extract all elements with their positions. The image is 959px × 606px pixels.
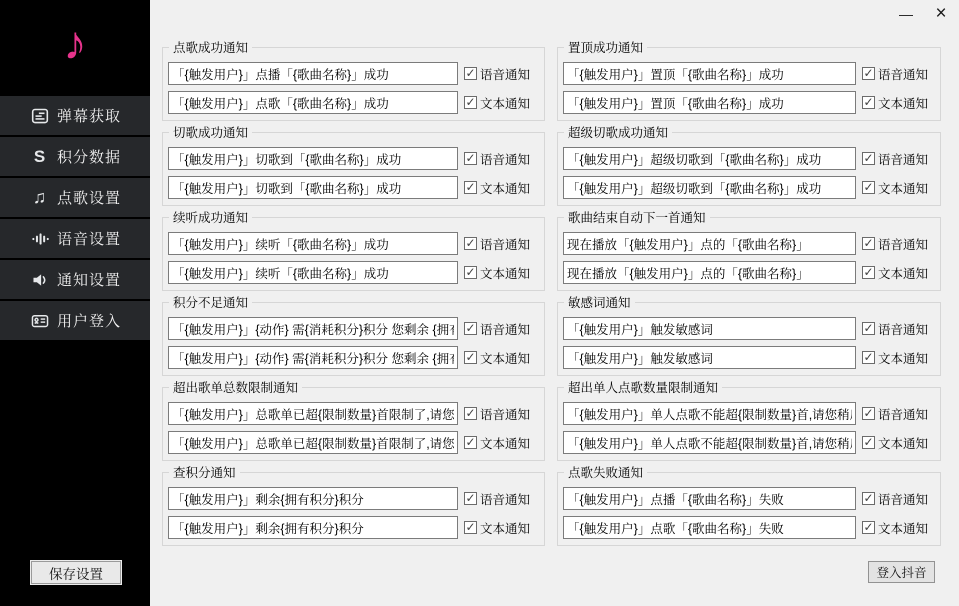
voice-template-input[interactable] — [563, 317, 856, 340]
voice-checkbox-label: 语音通知 — [480, 492, 531, 507]
voice-checkbox-label: 语音通知 — [480, 407, 531, 422]
speaker-icon — [30, 270, 49, 289]
voice-checkbox-label: 语音通知 — [878, 492, 929, 507]
text-template-input[interactable] — [168, 176, 458, 199]
voice-template-input[interactable] — [563, 402, 856, 425]
text-template-input[interactable] — [168, 516, 458, 539]
sidebar-item-label: 用户登入 — [57, 313, 122, 330]
voice-checkbox-label: 语音通知 — [480, 237, 531, 252]
text-template-input[interactable] — [168, 261, 458, 284]
voice-row — [168, 317, 544, 340]
notify-group — [557, 381, 941, 461]
group-title: 续听成功通知 — [169, 211, 252, 225]
voice-template-input[interactable] — [168, 147, 458, 170]
minimize-button[interactable]: — — [899, 6, 913, 22]
text-template-input[interactable] — [563, 516, 856, 539]
voice-checkbox-label: 语音通知 — [878, 237, 929, 252]
voice-row — [168, 402, 544, 425]
checkmark-icon: ✓ — [863, 235, 874, 250]
checkmark-icon: ✓ — [863, 150, 874, 165]
voice-checkbox[interactable] — [862, 152, 875, 165]
checkmark-icon: ✓ — [465, 320, 476, 335]
group-title: 点歌成功通知 — [169, 41, 252, 55]
voice-checkbox[interactable] — [464, 407, 477, 420]
group-title: 点歌失败通知 — [564, 466, 647, 480]
text-checkbox-label: 文本通知 — [480, 181, 531, 196]
notify-group — [162, 126, 545, 206]
voice-template-input[interactable] — [563, 487, 856, 510]
voice-template-input[interactable] — [168, 232, 458, 255]
notify-column-right — [557, 0, 941, 557]
text-checkbox-label: 文本通知 — [480, 266, 531, 281]
text-checkbox[interactable] — [464, 521, 477, 534]
notify-group — [162, 41, 545, 121]
sidebar-item-points-data[interactable] — [0, 137, 150, 176]
checkmark-icon: ✓ — [863, 94, 874, 109]
checkmark-icon: ✓ — [863, 65, 874, 80]
voice-checkbox[interactable] — [862, 492, 875, 505]
voice-row — [168, 232, 544, 255]
checkmark-icon: ✓ — [863, 490, 874, 505]
text-checkbox-label: 文本通知 — [878, 266, 929, 281]
notify-group — [557, 211, 941, 291]
text-row — [563, 431, 940, 454]
sidebar-menu — [0, 96, 150, 342]
voice-checkbox[interactable] — [464, 237, 477, 250]
sidebar-item-label: 积分数据 — [57, 149, 122, 166]
voice-row — [563, 232, 940, 255]
checkmark-icon: ✓ — [465, 235, 476, 250]
voice-checkbox-label: 语音通知 — [878, 152, 929, 167]
sidebar-item-label: 通知设置 — [57, 272, 122, 289]
voice-checkbox-label: 语音通知 — [878, 407, 929, 422]
text-checkbox-label: 文本通知 — [480, 351, 531, 366]
text-row — [563, 346, 940, 369]
text-checkbox[interactable] — [862, 521, 875, 534]
voice-checkbox[interactable] — [862, 322, 875, 335]
sidebar-item-song-request[interactable] — [0, 178, 150, 217]
voice-template-input[interactable] — [563, 147, 856, 170]
checkmark-icon: ✓ — [465, 434, 476, 449]
group-title: 切歌成功通知 — [169, 126, 252, 140]
checkmark-icon: ✓ — [863, 519, 874, 534]
group-title: 查积分通知 — [169, 466, 240, 480]
text-checkbox[interactable] — [464, 351, 477, 364]
text-template-input[interactable] — [563, 431, 856, 454]
voice-checkbox[interactable] — [862, 237, 875, 250]
sidebar-item-danmaku[interactable] — [0, 96, 150, 135]
danmaku-icon — [30, 106, 49, 125]
checkmark-icon: ✓ — [863, 320, 874, 335]
voice-row — [563, 487, 940, 510]
text-row — [168, 176, 544, 199]
text-template-input[interactable] — [563, 261, 856, 284]
checkmark-icon: ✓ — [863, 349, 874, 364]
checkmark-icon: ✓ — [465, 179, 476, 194]
checkmark-icon: ✓ — [863, 264, 874, 279]
voice-checkbox-label: 语音通知 — [878, 67, 929, 82]
checkmark-icon: ✓ — [465, 490, 476, 505]
text-checkbox-label: 文本通知 — [480, 96, 531, 111]
voice-template-input[interactable] — [168, 402, 458, 425]
save-settings-button[interactable]: 保存设置 — [31, 561, 121, 584]
sidebar-item-label: 语音设置 — [57, 231, 122, 248]
voice-template-input[interactable] — [168, 487, 458, 510]
text-template-input[interactable] — [563, 176, 856, 199]
voice-checkbox-label: 语音通知 — [480, 322, 531, 337]
checkmark-icon: ✓ — [863, 179, 874, 194]
notify-group — [162, 296, 545, 376]
voice-checkbox[interactable] — [464, 67, 477, 80]
text-row — [168, 346, 544, 369]
text-checkbox-label: 文本通知 — [878, 436, 929, 451]
sidebar-item-notification-settings[interactable] — [0, 260, 150, 299]
voice-checkbox[interactable] — [862, 67, 875, 80]
text-template-input[interactable] — [563, 346, 856, 369]
text-checkbox[interactable] — [862, 351, 875, 364]
id-card-icon — [30, 311, 49, 330]
voice-row — [563, 317, 940, 340]
text-checkbox[interactable] — [862, 436, 875, 449]
text-checkbox[interactable] — [464, 181, 477, 194]
notify-group — [557, 126, 941, 206]
song-request-icon: ♫ — [32, 187, 47, 207]
voice-checkbox-label: 语音通知 — [878, 322, 929, 337]
points-data-icon: S — [33, 147, 46, 166]
voice-template-input[interactable] — [563, 232, 856, 255]
group-title: 超出歌单总数限制通知 — [169, 381, 302, 395]
checkmark-icon: ✓ — [465, 349, 476, 364]
checkmark-icon: ✓ — [863, 405, 874, 420]
notify-group — [162, 211, 545, 291]
checkmark-icon: ✓ — [465, 519, 476, 534]
app-logo-music-note-icon: ♪ — [63, 16, 87, 69]
text-checkbox[interactable] — [862, 266, 875, 279]
checkmark-icon: ✓ — [465, 65, 476, 80]
notify-group — [557, 296, 941, 376]
text-checkbox[interactable] — [862, 181, 875, 194]
group-title: 积分不足通知 — [169, 296, 252, 310]
group-title: 超出单人点歌数量限制通知 — [564, 381, 722, 395]
text-checkbox-label: 文本通知 — [878, 181, 929, 196]
notify-column-left — [162, 0, 545, 557]
voice-row — [563, 147, 940, 170]
text-template-input[interactable] — [168, 346, 458, 369]
notify-group — [557, 41, 941, 121]
text-checkbox[interactable] — [862, 96, 875, 109]
voice-row — [168, 147, 544, 170]
checkmark-icon: ✓ — [465, 94, 476, 109]
checkmark-icon: ✓ — [465, 264, 476, 279]
text-checkbox[interactable] — [464, 96, 477, 109]
sidebar-item-label: 点歌设置 — [57, 190, 122, 207]
text-template-input[interactable] — [168, 91, 458, 114]
group-title: 超级切歌成功通知 — [564, 126, 672, 140]
sidebar-item-voice-settings[interactable] — [0, 219, 150, 258]
checkmark-icon: ✓ — [465, 405, 476, 420]
notify-group — [162, 381, 545, 461]
text-row — [563, 176, 940, 199]
voice-template-input[interactable] — [168, 317, 458, 340]
voice-row — [563, 402, 940, 425]
voice-checkbox[interactable] — [464, 492, 477, 505]
login-douyin-button[interactable]: 登入抖音 — [868, 561, 935, 583]
voice-row — [168, 487, 544, 510]
text-row — [168, 516, 544, 539]
sidebar-item-label: 弹幕获取 — [57, 108, 122, 125]
text-template-input[interactable] — [563, 91, 856, 114]
close-button[interactable]: × — [935, 3, 947, 24]
group-title: 敏感词通知 — [564, 296, 635, 310]
group-title: 置顶成功通知 — [564, 41, 647, 55]
text-checkbox-label: 文本通知 — [878, 96, 929, 111]
voice-checkbox-label: 语音通知 — [480, 152, 531, 167]
text-row — [563, 261, 940, 284]
notify-group — [557, 466, 941, 546]
voice-checkbox[interactable] — [862, 407, 875, 420]
checkmark-icon: ✓ — [863, 434, 874, 449]
voice-checkbox-label: 语音通知 — [480, 67, 531, 82]
text-row — [563, 91, 940, 114]
text-checkbox-label: 文本通知 — [480, 436, 531, 451]
text-checkbox-label: 文本通知 — [878, 351, 929, 366]
text-row — [168, 91, 544, 114]
group-title: 歌曲结束自动下一首通知 — [564, 211, 710, 225]
text-checkbox[interactable] — [464, 266, 477, 279]
main-panel — [150, 0, 959, 606]
text-checkbox-label: 文本通知 — [480, 521, 531, 536]
text-row — [563, 516, 940, 539]
voice-template-input[interactable] — [563, 62, 856, 85]
text-checkbox-label: 文本通知 — [878, 521, 929, 536]
checkmark-icon: ✓ — [465, 150, 476, 165]
text-row — [168, 261, 544, 284]
text-template-input[interactable] — [168, 431, 458, 454]
sidebar-item-user-login[interactable] — [0, 301, 150, 340]
text-row — [168, 431, 544, 454]
voice-row — [563, 62, 940, 85]
voice-template-input[interactable] — [168, 62, 458, 85]
voice-checkbox[interactable] — [464, 152, 477, 165]
voice-row — [168, 62, 544, 85]
sidebar — [0, 0, 150, 606]
voice-waveform-icon — [30, 229, 49, 248]
notify-group — [162, 466, 545, 546]
voice-checkbox[interactable] — [464, 322, 477, 335]
text-checkbox[interactable] — [464, 436, 477, 449]
